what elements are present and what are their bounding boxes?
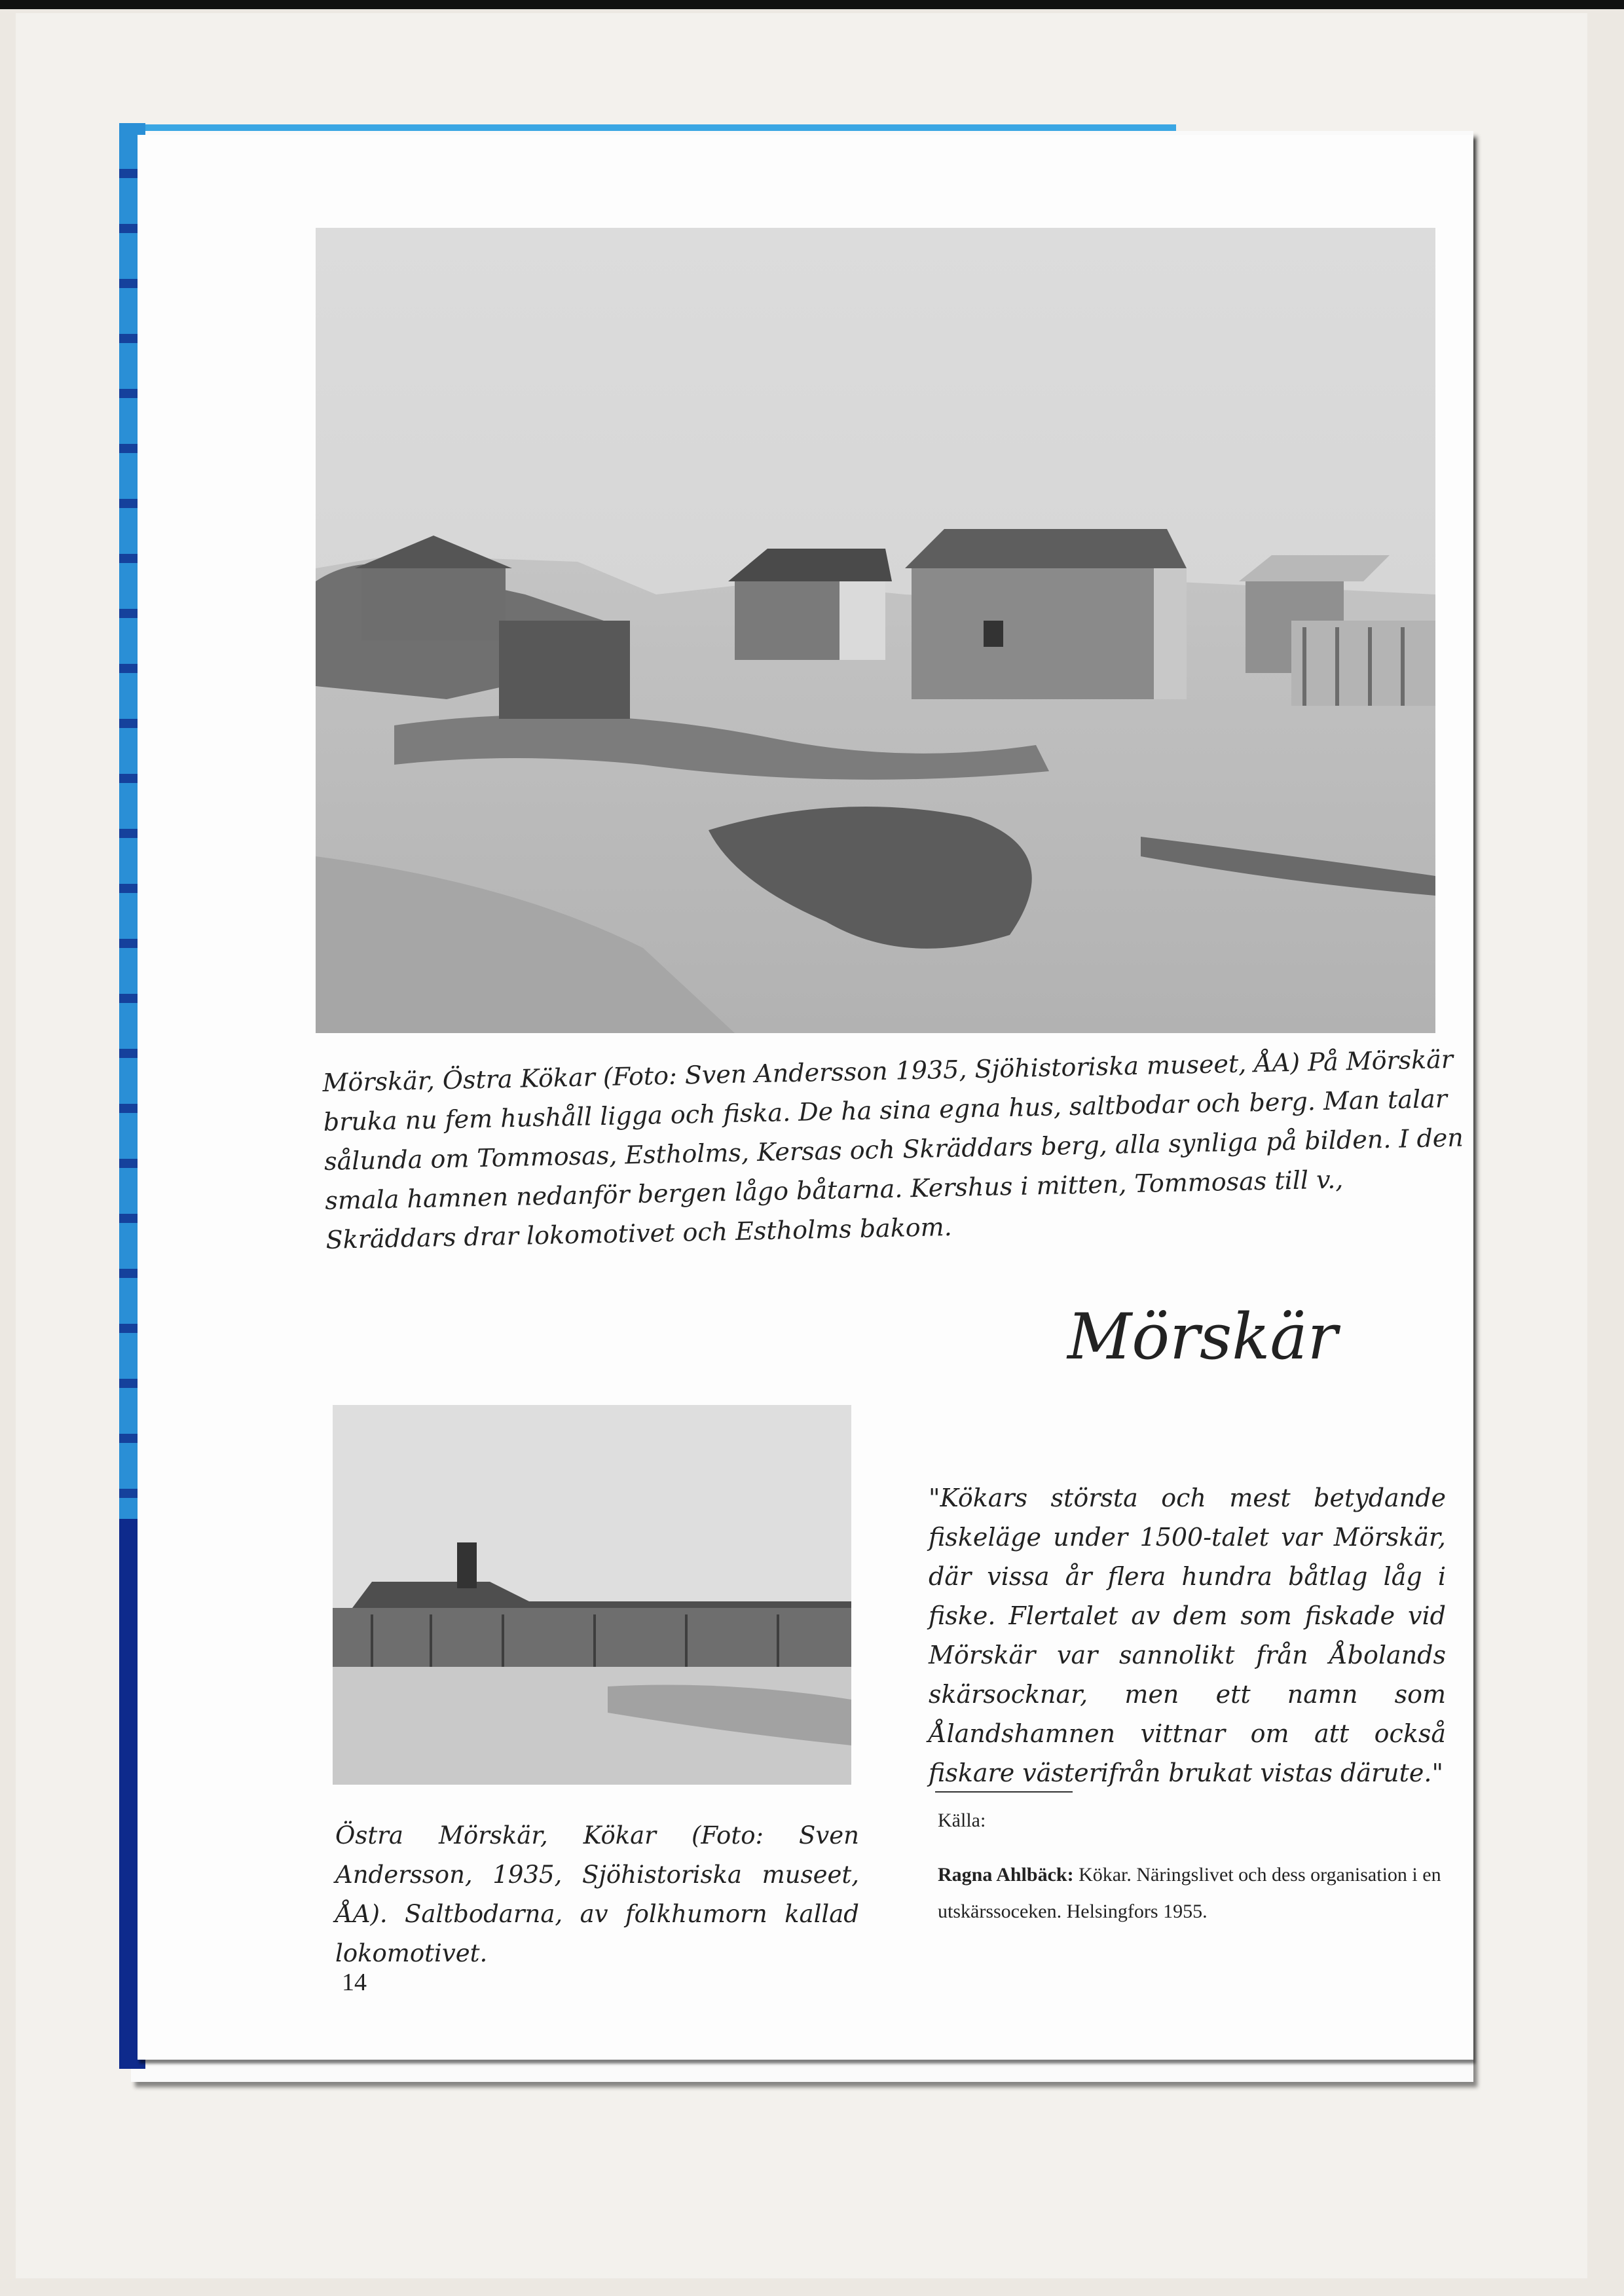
- source-work: Kökar. Näringslivet och dess organisation i en utskärssoceken. Helsingfors 1955.: [938, 1864, 1441, 1922]
- page-number: 14: [342, 1969, 367, 1996]
- main-photo: [316, 228, 1435, 1033]
- main-photo-caption: Mörskär, Östra Kökar (Foto: Sven Andersson 1935, Sjöhistoriska museet, ÅA) På Mörskär bruka nu fem hushåll ligga och fiska. De ha sina egna hus, saltbodar och berg. Man talar sålunda om Tommosas, Estholms, Kersas och Skräddars berg, alla synliga på bilden. I den smala hamnen nedanför bergen lågo båtarna. Kershus i mitten, Tommosas till v., Skräddars drar lokomotivet och Estholms bakom.: [322, 1044, 1464, 1254]
- quote-paragraph: "Kökars största och mest betydande fiskeläge under 1500-talet var Mörskär, där vissa år flera hundra båtlag låg i fiske. Flertalet av dem som fiskade vid Mörskär var sannolikt från Åbolands skärsocknar, men ett namn som Ålandshamnen vittnar om att också fiskare västerifrån brukat vistas därute.": [929, 1484, 1446, 1787]
- source-divider: [935, 1791, 1073, 1793]
- document-page: [138, 135, 1473, 2060]
- source-author: Ragna Ahlbäck:: [938, 1864, 1074, 1886]
- source-label: Källa:: [938, 1810, 986, 1831]
- secondary-photo: [333, 1405, 851, 1785]
- secondary-photo-caption: Östra Mörskär, Kökar (Foto: Sven Andersson, 1935, Sjöhistoriska museet, ÅA). Saltbodarna, av folkhumorn kallad lokomotivet.: [335, 1821, 859, 1967]
- source-reference: [938, 1857, 1455, 1930]
- page-heading: Mörskär: [1067, 1300, 1338, 1374]
- scan-top-border: [0, 0, 1624, 9]
